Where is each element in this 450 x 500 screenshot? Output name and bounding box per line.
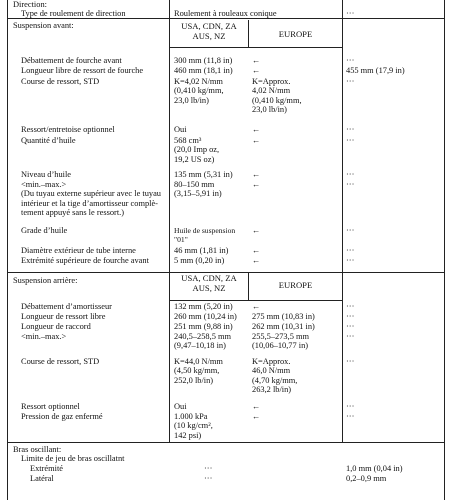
front-row-value-europe: ← (252, 66, 261, 75)
swingarm-title: Bras oscillant: (13, 445, 62, 454)
rear-row-label: <min.–max.> (21, 332, 67, 341)
front-row-label: Niveau d’huile (21, 170, 72, 179)
front-row-value-usa: 46 mm (1,81 in) (174, 246, 229, 255)
rear-row-value-europe: 255,5–273,5 mm (10,06–10,77 in) (252, 332, 309, 351)
rear-row-value-other: ··· (346, 322, 355, 331)
front-row-value-usa: K=4,02 N/mm (0,410 kg/mm, 23,0 lb/in) (174, 77, 224, 105)
front-row-value-other: ··· (346, 56, 355, 65)
swingarm-row-value-usa: ··· (204, 464, 213, 473)
front-row-value-usa: 460 mm (18,1 in) (174, 66, 233, 75)
rule-col1-left (169, 0, 170, 442)
rear-row-value-other: ··· (346, 302, 355, 311)
front-row-value-other: ··· (346, 125, 355, 134)
rear-row-value-europe: 275 mm (10,83 in) (252, 312, 315, 321)
rear-row-value-usa: 240,5–258,5 mm (9,47–10,18 in) (174, 332, 231, 351)
front-row-label: Quantité d’huile (21, 136, 76, 145)
front-row-value-other: ··· (346, 136, 355, 145)
front-row-value-usa: Huile de suspension "01" (174, 226, 236, 245)
front-row-value-europe: ← (252, 180, 261, 189)
rear-row-value-europe: ← (252, 402, 261, 411)
rear-row-value-europe: 262 mm (10,31 in) (252, 322, 315, 331)
front-row-label: Course de ressort, STD (21, 77, 100, 86)
direction-item: Type de roulement de direction (21, 9, 126, 18)
rear-row-value-usa: K=44,0 N/mm (4,50 kg/mm, 252,0 lb/in) (174, 357, 223, 385)
rule-rear-header (169, 300, 342, 301)
spec-sheet (7, 0, 445, 500)
rear-row-label: Longueur de raccord (21, 322, 91, 331)
front-row-value-europe: ← (252, 246, 261, 255)
front-row-value-other: ··· (346, 226, 355, 235)
front-row-label: Grade d’huile (21, 226, 68, 235)
swingarm-row-value-other: 0,2–0,9 mm (346, 474, 387, 483)
front-row-value-other: ··· (346, 77, 355, 86)
front-row-value-other: ··· (346, 180, 355, 189)
rear-row-value-other: ··· (346, 332, 355, 341)
front-row-value-europe: ← (252, 256, 261, 265)
front-row-value-usa: 80–150 mm (3,15–5,91 in) (174, 180, 222, 199)
rear-row-value-usa: 1.000 kPa (10 kg/cm², 142 psi) (174, 412, 213, 440)
front-row-value-europe: ← (252, 136, 261, 145)
front-col-usa: USA, CDN, ZA AUS, NZ (181, 21, 237, 41)
front-row-value-europe: ← (252, 56, 261, 65)
rear-row-value-usa: 132 mm (5,20 in) (174, 302, 233, 311)
front-row-label: Ressort/entretoise optionnel (21, 125, 115, 134)
front-row-value-europe: K=Approx. 4,02 N/mm (0,410 kg/mm, 23,0 lb/in) (252, 77, 302, 115)
direction-title: Direction: (13, 0, 47, 9)
rule-front-header (169, 47, 342, 48)
rear-row-value-usa: Oui (174, 402, 187, 411)
rear-row-value-europe: K=Approx. 46,0 N/mm (4,70 kg/mm, 263,2 lb/in) (252, 357, 298, 395)
rear-row-label: Ressort optionnel (21, 402, 80, 411)
rear-row-label: Débattement d’amortisseur (21, 302, 112, 311)
front-row-value-europe: ← (252, 170, 261, 179)
front-row-value-usa: 5 mm (0,20 in) (174, 256, 225, 265)
front-row-value-usa: 568 cm³ (20,0 Imp oz, 19,2 US oz) (174, 136, 220, 164)
swingarm-row-value-usa: ··· (204, 474, 213, 483)
front-row-value-other: 455 mm (17,9 in) (346, 66, 405, 75)
rear-row-value-europe: ← (252, 412, 261, 421)
swingarm-row-value-other: 1,0 mm (0,04 in) (346, 464, 403, 473)
rear-row-value-other: ··· (346, 412, 355, 421)
front-row-value-usa: 135 mm (5,31 in) (174, 170, 233, 179)
rule-rear-end (8, 442, 444, 443)
swingarm-row-label: Latéral (30, 474, 54, 483)
front-row-value-other: ··· (346, 246, 355, 255)
rear-row-value-other: ··· (346, 312, 355, 321)
front-row-label: Débattement de fourche avant (21, 56, 122, 65)
rule-col3-left (342, 0, 343, 442)
swingarm-row-label: Extrémité (30, 464, 64, 473)
front-row-label: Diamètre extérieur de tube interne (21, 246, 136, 255)
front-row-value-other: ··· (346, 256, 355, 265)
front-row-label: <min.–max.> (Du tuyau externe supérieur avec le tuyau intérieur et la tige d’amortisseur complè- tement appuyé sans le ressort.) (21, 180, 161, 218)
rear-row-value-other: ··· (346, 357, 355, 366)
front-row-label: Longueur libre de ressort de fourche (21, 66, 144, 75)
front-row-value-usa: Oui (174, 125, 187, 134)
front-row-value-other: ··· (346, 170, 355, 179)
direction-dots: ··· (346, 9, 355, 18)
front-row-value-europe: ← (252, 226, 261, 235)
rear-row-value-usa: 260 mm (10,24 in) (174, 312, 237, 321)
rear-row-value-usa: 251 mm (9,88 in) (174, 322, 233, 331)
rear-col-usa: USA, CDN, ZA AUS, NZ (181, 273, 237, 293)
rear-title: Suspension arrière: (13, 276, 78, 285)
front-row-value-usa: 300 mm (11,8 in) (174, 56, 233, 65)
front-row-label: Extrémité supérieure de fourche avant (21, 256, 149, 265)
rear-row-label: Pression de gaz enfermé (21, 412, 103, 421)
front-row-value-europe: ← (252, 125, 261, 134)
direction-value: Roulement à rouleaux conique (174, 9, 277, 18)
rear-row-value-europe: ← (252, 302, 261, 311)
front-col-europe: EUROPE (278, 29, 313, 39)
swingarm-row-label: Limite de jeu de bras oscillatnt (21, 454, 125, 463)
rear-row-label: Longueur de ressort libre (21, 312, 106, 321)
rear-row-label: Course de ressort, STD (21, 357, 100, 366)
front-title: Suspension avant: (13, 21, 74, 30)
rear-row-value-other: ··· (346, 402, 355, 411)
rear-col-europe: EUROPE (278, 280, 313, 290)
